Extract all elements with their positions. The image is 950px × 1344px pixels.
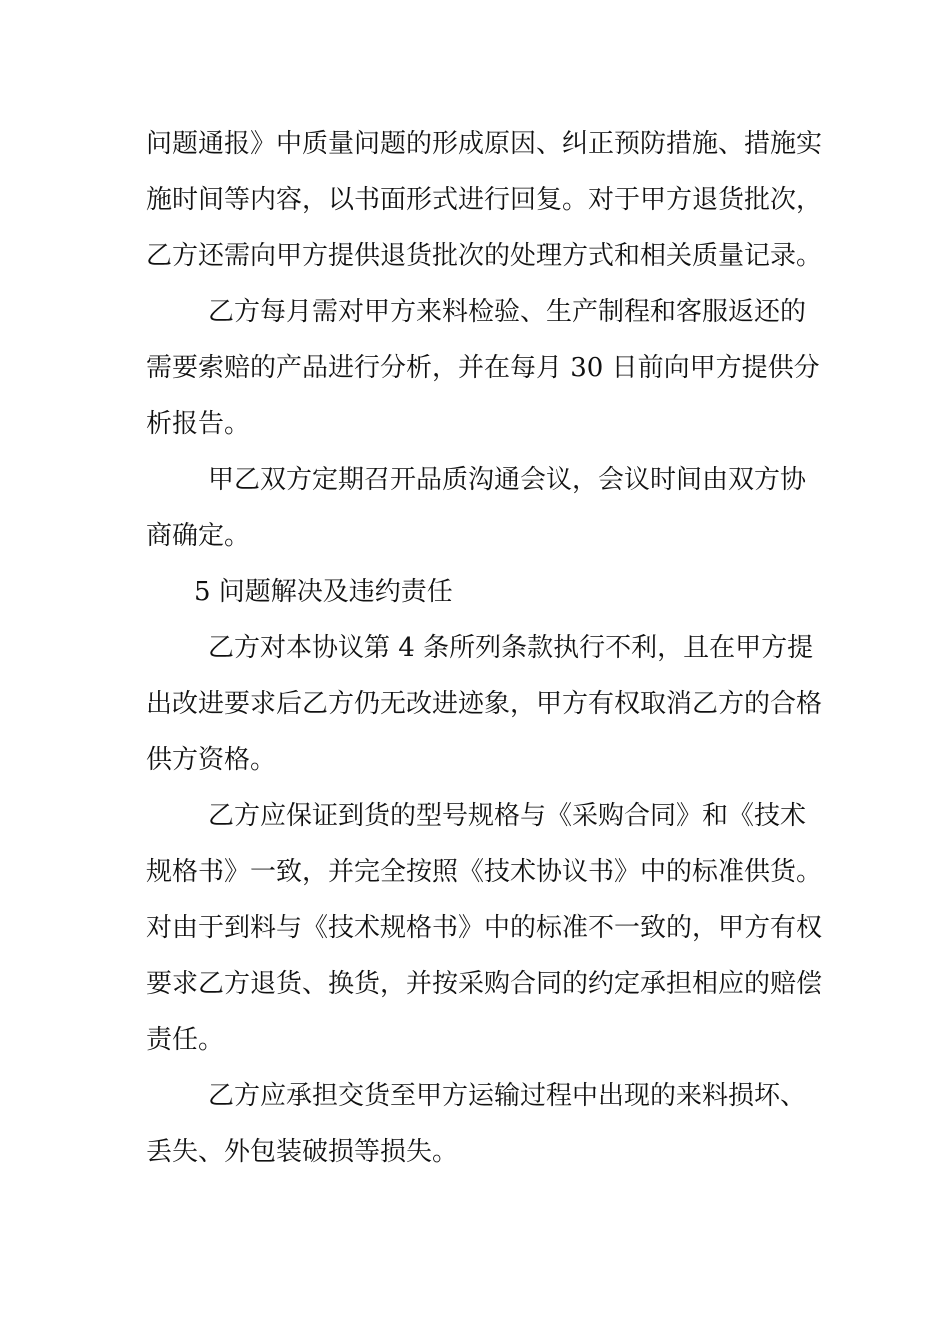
- text-line: 问题通报》中质量问题的形成原因、纠正预防措施、措施实: [146, 129, 823, 159]
- paragraph-start-line: 乙方每月需对甲方来料检验、生产制程和客服返还的: [208, 297, 807, 327]
- text-line: 商确定。: [146, 521, 251, 551]
- text-line: 需要索赔的产品进行分析，并在每月 30 日前向甲方提供分: [146, 353, 820, 383]
- text-line: 乙方还需向甲方提供退货批次的处理方式和相关质量记录。: [146, 241, 823, 271]
- paragraph-start-line: 甲乙双方定期召开品质沟通会议，会议时间由双方协: [208, 465, 807, 495]
- text-line: 供方资格。: [146, 745, 277, 775]
- text-line: 责任。: [146, 1025, 225, 1055]
- section-heading: 5 问题解决及违约责任: [194, 577, 453, 607]
- paragraph-start-line: 乙方应保证到货的型号规格与《采购合同》和《技术: [208, 801, 807, 831]
- text-line: 对由于到料与《技术规格书》中的标准不一致的，甲方有权: [146, 913, 823, 943]
- paragraph-start-line: 乙方对本协议第 4 条所列条款执行不利，且在甲方提: [208, 633, 814, 663]
- text-line: 规格书》一致，并完全按照《技术协议书》中的标准供货。: [146, 857, 823, 887]
- text-line: 出改进要求后乙方仍无改进迹象，甲方有权取消乙方的合格: [146, 689, 823, 719]
- text-line: 丢失、外包装破损等损失。: [146, 1137, 459, 1167]
- text-line: 施时间等内容，以书面形式进行回复。对于甲方退货批次，: [146, 185, 823, 215]
- paragraph-start-line: 乙方应承担交货至甲方运输过程中出现的来料损坏、: [208, 1081, 807, 1111]
- text-line: 析报告。: [146, 409, 251, 439]
- text-line: 要求乙方退货、换货，并按采购合同的约定承担相应的赔偿: [146, 969, 823, 999]
